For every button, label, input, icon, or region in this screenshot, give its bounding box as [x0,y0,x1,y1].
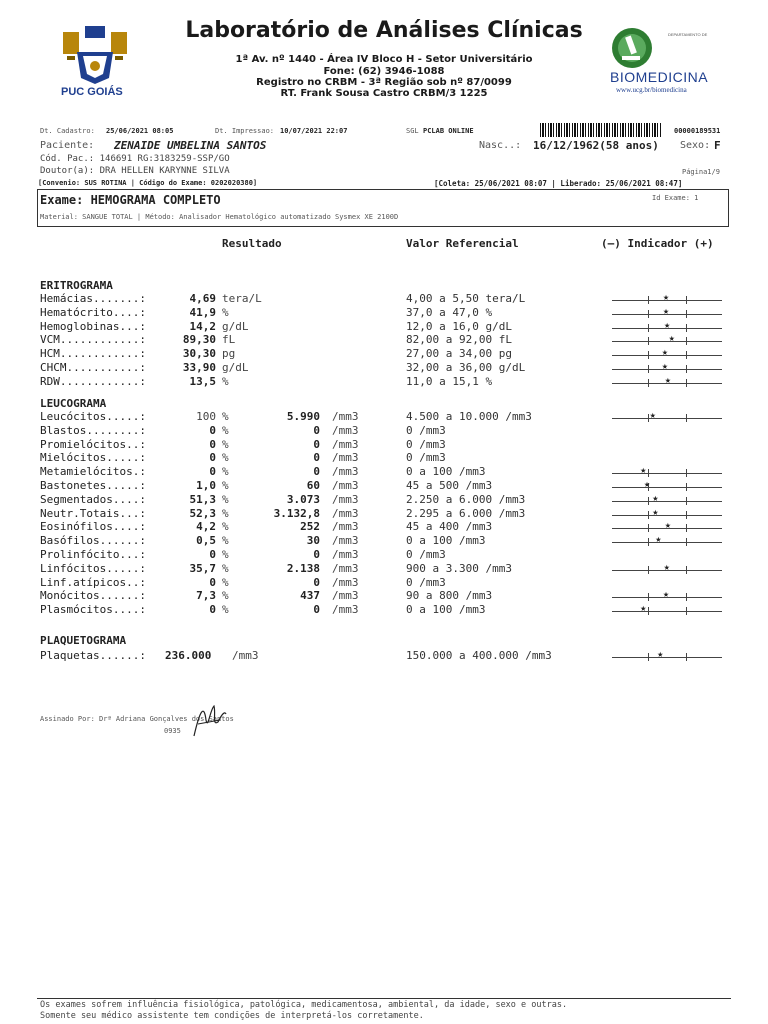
result-name: RDW............: [40,374,146,388]
biomedicina-logo-text: BIOMEDICINA [610,69,709,85]
indicator-high-tick [686,365,687,373]
indicator-low-tick [648,497,649,505]
result-percent: 52,3 [189,506,216,520]
absolute-unit: /mm3 [332,410,359,423]
result-unit: fL [222,333,236,347]
result-absolute: 0 [313,575,320,589]
indicator-low-tick [648,351,649,359]
reference-range: 0 a 100 /mm3 [406,465,486,479]
result-value: 4,69 [189,292,216,305]
result-percent: 0 [209,465,216,479]
signature-line-1: Assinado Por: Drª Adriana Gonçalves dos Santos [40,715,234,723]
indicator-high-tick [686,379,687,387]
result-indicator [612,534,722,547]
nasc-value: 16/12/1962(58 anos) [533,139,659,152]
absolute-unit: /mm3 [332,506,359,520]
result-name: Monócitos......: [40,589,146,603]
reference-range: 0 a 100 /mm3 [406,603,486,617]
doutor: Doutor(a): DRA HELLEN KARYNNE SILVA [40,166,230,176]
reference-range: 27,00 a 34,00 pg [406,347,512,361]
result-name: HCM............: [40,347,146,361]
reference-range: 4.500 a 10.000 /mm3 [406,410,532,423]
indicator-high-tick [686,511,687,519]
indicator-high-tick [686,538,687,546]
impressao-value: 10/07/2021 22:07 [280,127,348,135]
percent-unit: % [222,465,229,479]
indicator-high-tick [686,524,687,532]
result-unit: g/dL [222,319,249,333]
indicator-star-icon: ★ [652,506,659,518]
indicator-star-icon: ★ [652,492,659,504]
footer-line-2: Somente seu médico assistente tem condições de interpretá-los corretamente. [40,1011,424,1021]
indicator-low-tick [648,469,649,477]
indicator-star-icon: ★ [663,589,670,601]
result-percent: 100 [196,410,216,423]
absolute-unit: /mm3 [332,451,359,465]
result-percent: 0 [209,451,216,465]
cadastro-label: Dt. Cadastro: [40,127,95,135]
result-value: 89,30 [182,333,216,347]
result-indicator [612,374,722,388]
indicator-star-icon: ★ [661,347,668,359]
result-value: 33,90 [182,361,216,374]
result-unit: pg [222,347,236,361]
result-name: Hematócrito....: [40,305,146,319]
plaquetas-name: Plaquetas......: [40,649,146,662]
result-absolute: 3.132,8 [273,506,320,520]
barcode [540,123,662,137]
result-indicator [612,410,722,423]
reference-range: 0 /mm3 [406,423,446,437]
result-percent: 0,5 [196,534,216,548]
indicator-star-icon: ★ [664,520,671,532]
plaquetas-ref: 150.000 a 400.000 /mm3 [406,649,552,662]
handwritten-signature [190,700,230,740]
result-name: Mielócitos.....: [40,451,146,465]
result-name: Hemácias.......: [40,292,146,305]
result-unit: g/dL [222,361,249,374]
indicator-high-tick [686,593,687,601]
absolute-unit: /mm3 [332,520,359,534]
indicator-line [612,515,722,516]
result-indicator [612,603,722,616]
result-name: CHCM...........: [40,361,146,374]
coleta: [Coleta: 25/06/2021 08:07 | Liberado: 25/06/2021 08:47] [434,179,683,188]
reference-range: 37,0 a 47,0 % [406,305,493,319]
convenio: [Convenio: SUS ROTINA | Código do Exame: 0202020380] [38,179,258,187]
result-name: VCM............: [40,333,146,347]
biomedicina-url: www.ucg.br/biomedicina [616,86,687,94]
result-indicator [612,506,722,520]
result-indicator [612,319,722,333]
indicator-low-tick [648,653,649,661]
paciente-label: Paciente: [40,140,95,151]
result-indicator [612,520,722,533]
percent-unit: % [222,410,229,423]
indicator-star-icon: ★ [640,465,647,477]
plaquetas-value: 236.000 [165,649,212,662]
result-indicator [612,589,722,602]
indicator-low-tick [648,524,649,532]
indicator-high-tick [686,566,687,574]
reference-range: 0 a 100 /mm3 [406,534,486,548]
reference-range: 0 /mm3 [406,451,446,465]
result-percent: 0 [209,575,216,589]
reference-range: 12,0 a 16,0 g/dL [406,319,512,333]
result-absolute: 0 [313,465,320,479]
indicator-star-icon: ★ [640,603,647,615]
indicator-star-icon: ★ [663,561,670,573]
lab-title: Laboratório de Análises Clínicas [185,18,583,43]
barcode-number: 00000189531 [674,127,721,135]
col-indicador: (–) Indicador (+) [601,237,714,250]
result-percent: 51,3 [189,492,216,506]
result-percent: 4,2 [196,520,216,534]
percent-unit: % [222,451,229,465]
result-indicator [612,492,722,506]
indicator-low-tick [648,365,649,373]
reference-range: 2.295 a 6.000 /mm3 [406,506,526,520]
percent-unit: % [222,520,229,534]
indicator-high-tick [686,469,687,477]
eritrograma-title: ERITROGRAMA [40,279,113,292]
reference-range: 11,0 a 15,1 % [406,374,493,388]
pagina: Página1/9 [682,168,720,176]
reference-range: 90 a 800 /mm3 [406,589,493,603]
absolute-unit: /mm3 [332,423,359,437]
indicator-star-icon: ★ [661,361,668,372]
indicator-star-icon: ★ [649,410,656,421]
result-name: Linfócitos.....: [40,561,146,575]
plaquetograma-title: PLAQUETOGRAMA [40,634,127,647]
absolute-unit: /mm3 [332,479,359,492]
impressao-label: Dt. Impressao: [215,127,275,135]
indicator-line [612,473,722,474]
percent-unit: % [222,534,229,548]
indicator-line [612,657,722,658]
reference-range: 82,00 a 92,00 fL [406,333,512,347]
result-absolute: 0 [313,423,320,437]
result-indicator [612,347,722,360]
result-percent: 35,7 [189,561,216,575]
result-unit: % [222,374,229,388]
indicator-line [612,487,722,488]
biomedicina-logo [604,26,714,96]
indicator-star-icon: ★ [644,479,651,490]
result-absolute: 0 [313,548,320,561]
absolute-unit: /mm3 [332,575,359,589]
indicator-high-tick [686,483,687,491]
indicator-star-icon: ★ [664,374,671,386]
indicator-low-tick [648,310,649,318]
paciente-name: ZENAIDE UMBELINA SANTOS [114,139,267,152]
percent-unit: % [222,423,229,437]
indicator-line [612,542,722,543]
reference-range: 32,00 a 36,00 g/dL [406,361,526,374]
percent-unit: % [222,561,229,575]
result-indicator [612,305,722,319]
indicator-line [612,501,722,502]
result-name: Prolinfócito...: [40,548,146,561]
percent-unit: % [222,548,229,561]
sgl-value: PCLAB ONLINE [423,127,474,135]
result-absolute: 60 [306,479,320,492]
result-name: Segmentados....: [40,492,146,506]
biomedicina-small-text: DEPARTAMENTO DE [668,32,708,37]
result-absolute: 2.138 [286,561,320,575]
indicator-high-tick [686,296,687,304]
result-percent: 0 [209,603,216,617]
indicator-high-tick [686,414,687,422]
col-resultado: Resultado [222,237,282,250]
result-absolute: 0 [313,451,320,465]
indicator-low-tick [648,511,649,519]
result-indicator [612,361,722,374]
indicator-low-tick [648,296,649,304]
reference-range: 900 a 3.300 /mm3 [406,561,512,575]
absolute-unit: /mm3 [332,548,359,561]
reference-range: 0 /mm3 [406,437,446,451]
nasc-label: Nasc..: [479,140,522,151]
indicator-line [612,341,722,342]
result-percent: 1,0 [196,479,216,492]
address-line-4: RT. Frank Sousa Castro CRBM/3 1225 [280,88,488,99]
result-name: Basófilos......: [40,534,146,548]
result-absolute: 437 [300,589,320,603]
result-percent: 7,3 [196,589,216,603]
indicator-high-tick [686,653,687,661]
indicator-high-tick [686,324,687,332]
result-value: 41,9 [189,305,216,319]
percent-unit: % [222,479,229,492]
absolute-unit: /mm3 [332,492,359,506]
reference-range: 0 /mm3 [406,548,446,561]
absolute-unit: /mm3 [332,603,359,617]
indicator-low-tick [648,538,649,546]
indicator-low-tick [648,324,649,332]
result-name: Bastonetes.....: [40,479,146,492]
exam-title: Exame: HEMOGRAMA COMPLETO [40,193,221,207]
indicator-high-tick [686,351,687,359]
result-name: Neutr.Totais...: [40,506,146,520]
result-unit: tera/L [222,292,262,305]
address-line-2: Fone: (62) 3946-1088 [323,66,445,77]
result-name: Hemoglobinas...: [40,319,146,333]
result-absolute: 30 [306,534,320,548]
result-absolute: 0 [313,603,320,617]
result-name: Metamielócitos.: [40,465,146,479]
sexo-value: F [714,139,721,152]
result-indicator [612,333,722,346]
exam-id: Id Exame: 1 [652,194,699,202]
percent-unit: % [222,492,229,506]
indicator-low-tick [648,379,649,387]
puc-logo-text: PUC GOIÁS [61,86,123,98]
reference-range: 2.250 a 6.000 /mm3 [406,492,526,506]
indicator-low-tick [648,566,649,574]
indicator-low-tick [648,593,649,601]
result-value: 13,5 [189,374,216,388]
indicator-star-icon: ★ [663,292,670,303]
indicator-star-icon: ★ [657,649,664,660]
address-line-1: 1ª Av. nº 1440 - Área IV Bloco H - Setor Universitário [235,54,533,65]
cod-pac: Cód. Pac.: 146691 RG:3183259-SSP/GO [40,154,230,164]
percent-unit: % [222,603,229,617]
sgl-label: SGL [406,127,419,135]
indicator-high-tick [686,337,687,345]
percent-unit: % [222,437,229,451]
indicator-line [612,611,722,612]
indicator-high-tick [686,607,687,615]
result-absolute: 252 [300,520,320,534]
result-name: Eosinófilos....: [40,520,146,534]
address-line-3: Registro no CRBM - 3ª Região sob nº 87/0099 [256,77,512,88]
result-value: 14,2 [189,319,216,333]
result-name: Blastos........: [40,423,146,437]
result-absolute: 3.073 [286,492,320,506]
reference-range: 45 a 500 /mm3 [406,479,493,492]
result-indicator [612,649,722,662]
result-indicator [612,561,722,575]
absolute-unit: /mm3 [332,437,359,451]
result-name: Plasmócitos....: [40,603,146,617]
result-name: Linf.atípicos..: [40,575,146,589]
reference-range: 45 a 400 /mm3 [406,520,493,534]
cadastro-value: 25/06/2021 08:05 [106,127,174,135]
footer-divider [37,998,731,999]
result-percent: 0 [209,423,216,437]
absolute-unit: /mm3 [332,561,359,575]
indicator-star-icon: ★ [664,319,671,331]
percent-unit: % [222,589,229,603]
absolute-unit: /mm3 [332,465,359,479]
indicator-line [612,418,722,419]
col-valor-ref: Valor Referencial [406,237,519,250]
result-indicator [612,479,722,492]
signature-line-2: 0935 [164,727,181,735]
percent-unit: % [222,575,229,589]
result-unit: % [222,305,229,319]
plaquetas-unit: /mm3 [232,649,259,662]
result-absolute: 5.990 [286,410,320,423]
result-name: Promielócitos..: [40,437,146,451]
indicator-star-icon: ★ [663,305,670,317]
indicator-star-icon: ★ [655,534,662,546]
reference-range: 4,00 a 5,50 tera/L [406,292,526,305]
result-indicator [612,292,722,305]
exam-material: Material: SANGUE TOTAL | Método: Analisador Hematológico automatizado Sysmex XE 2100D [40,213,399,221]
indicator-star-icon: ★ [668,333,675,345]
result-absolute: 0 [313,437,320,451]
result-percent: 0 [209,437,216,451]
footer-line-1: Os exames sofrem influência fisiológica, patológica, medicamentosa, ambiental, da idade, sexo e outras. [40,1000,568,1010]
result-indicator [612,465,722,478]
result-percent: 0 [209,548,216,561]
result-name: Leucócitos.....: [40,410,146,423]
indicator-low-tick [648,337,649,345]
absolute-unit: /mm3 [332,589,359,603]
percent-unit: % [222,506,229,520]
result-value: 30,30 [182,347,216,361]
leucograma-title: LEUCOGRAMA [40,397,107,410]
absolute-unit: /mm3 [332,534,359,548]
reference-range: 0 /mm3 [406,575,446,589]
sexo-label: Sexo: [680,140,711,151]
indicator-high-tick [686,310,687,318]
indicator-high-tick [686,497,687,505]
indicator-low-tick [648,607,649,615]
